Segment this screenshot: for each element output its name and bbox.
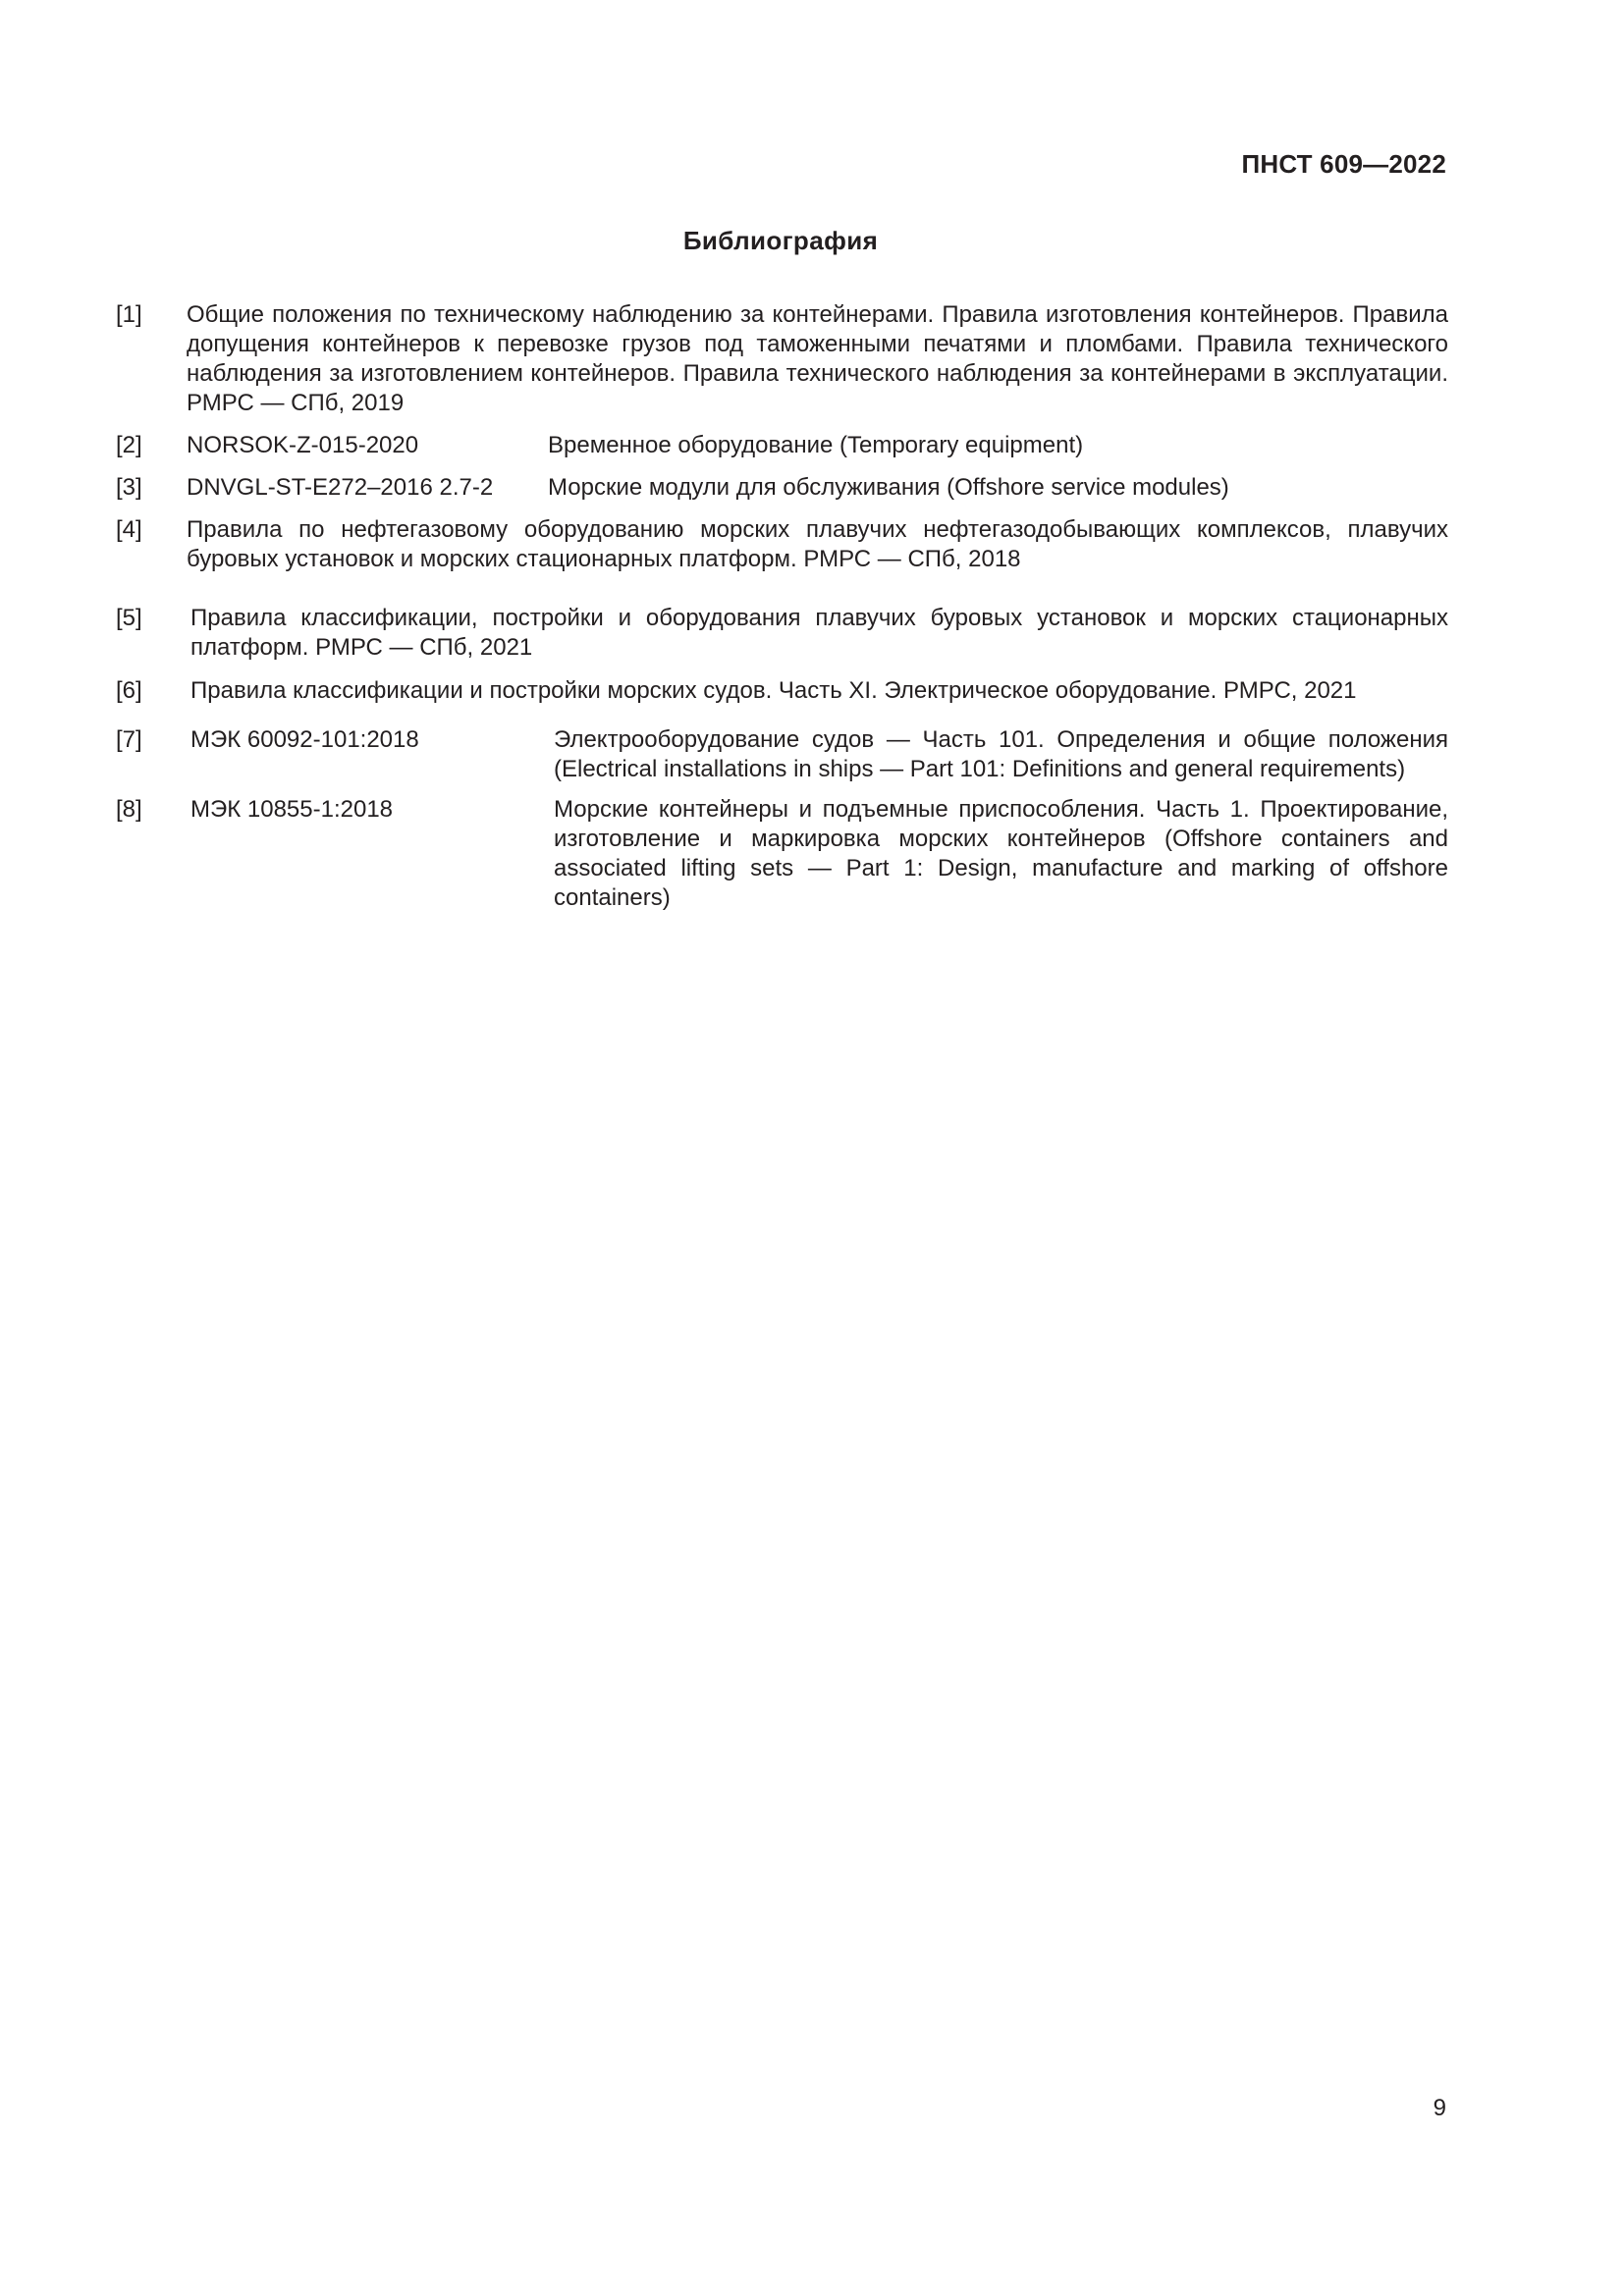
section-title: Библиография [682, 226, 879, 255]
entry-code: NORSOK-Z-015-2020 [187, 432, 419, 458]
entry-description: Электрооборудование судов — Часть 101. Определения и общие положения (Electrical installations in ships — Part 101: Definitions and general requirements) [554, 726, 1448, 782]
entry-text: Правила по нефтегазовому оборудованию морских плавучих нефтегазодобывающих комплексов, плавучих буровых установок и морских стационарных платформ. РМРС — СПб, 2018 [187, 516, 1448, 572]
entry-text: Правила классификации и постройки морских судов. Часть XI. Электрическое оборудование. РМРС, 2021 [190, 677, 1357, 704]
page-number: 9 [1433, 2095, 1446, 2121]
entry-code: МЭК 10855-1:2018 [190, 796, 394, 823]
entry-text: Правила классификации, постройки и оборудования плавучих буровых установок и морских стационарных платформ. РМРС — СПб, 2021 [190, 605, 1448, 661]
entry-text: Общие положения по техническому наблюдению за контейнерами. Правила изготовления контейнеров. Правила допущения контейнеров к перевозке грузов под таможенными печатями и пломбами. Правила технического наблюдения за изготовлением контейнеров. Правила технического наблюдения за контейнерами в эксплуатации. РМРС — СПб, 2019 [187, 301, 1448, 416]
entry-number: [2] [116, 432, 142, 458]
entry-number: [5] [116, 605, 142, 631]
entry-number: [8] [116, 796, 142, 823]
entry-description: Морские модули для обслуживания (Offshore service modules) [548, 474, 1229, 501]
entry-description: Временное оборудование (Temporary equipment) [548, 432, 1084, 458]
entry-number: [4] [116, 516, 142, 543]
entry-number: [3] [116, 474, 142, 501]
entry-number: [7] [116, 726, 142, 753]
entry-number: [1] [116, 301, 142, 328]
document-code: ПНСТ 609—2022 [1241, 149, 1446, 179]
entry-description: Морские контейнеры и подъемные приспособления. Часть 1. Проектирование, изготовление и маркировка морских контейнеров (Offshore containers and associated lifting sets — Part 1: Design, manufacture and marking of offshore containers) [554, 796, 1448, 911]
entry-code: DNVGL-ST-E272–2016 2.7-2 [187, 474, 494, 501]
entry-code: МЭК 60092-101:2018 [190, 726, 419, 753]
entry-number: [6] [116, 677, 142, 704]
